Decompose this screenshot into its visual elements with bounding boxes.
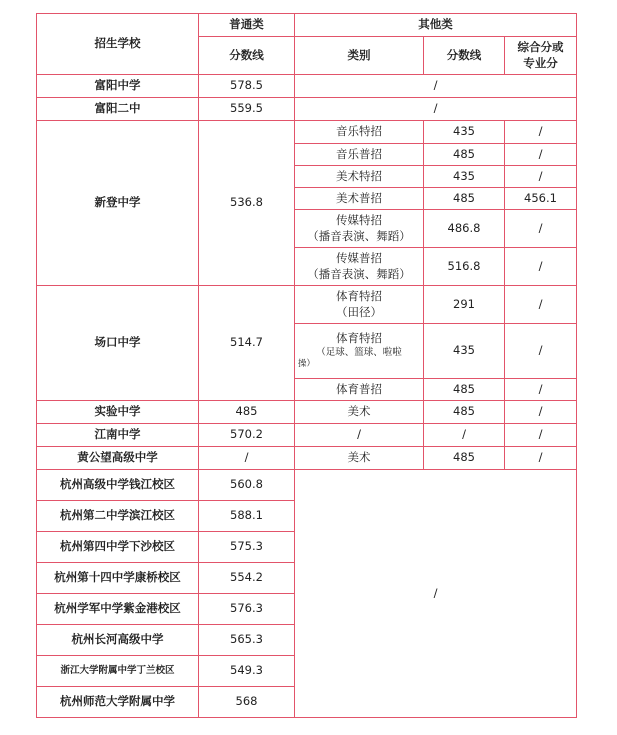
other-empty: / bbox=[295, 75, 577, 98]
category: 体育普招 bbox=[295, 379, 424, 401]
regular-score: 576.3 bbox=[199, 594, 295, 625]
composite-score: / bbox=[505, 324, 577, 379]
other-empty: / bbox=[295, 470, 577, 718]
composite-score: / bbox=[505, 401, 577, 424]
composite-score: / bbox=[505, 447, 577, 470]
composite-score: 456.1 bbox=[505, 188, 577, 210]
school-name: 杭州师范大学附属中学 bbox=[37, 687, 199, 718]
category-line2: （足球、篮球、啦啦 bbox=[316, 346, 402, 358]
other-score: 486.8 bbox=[424, 210, 505, 248]
other-score: 516.8 bbox=[424, 248, 505, 286]
school-name: 江南中学 bbox=[37, 424, 199, 447]
composite-score: / bbox=[505, 166, 577, 188]
other-score: 435 bbox=[424, 121, 505, 144]
school-name: 杭州第四中学下沙校区 bbox=[37, 532, 199, 563]
category: 美术特招 bbox=[295, 166, 424, 188]
composite-score: / bbox=[505, 286, 577, 324]
category-line2: （播音表演、舞蹈） bbox=[307, 228, 411, 243]
category: 美术普招 bbox=[295, 188, 424, 210]
regular-score: 565.3 bbox=[199, 625, 295, 656]
other-score: 435 bbox=[424, 166, 505, 188]
header-regular: 普通类 bbox=[199, 14, 295, 37]
table-row bbox=[37, 447, 577, 470]
composite-score: / bbox=[505, 379, 577, 401]
other-score: 291 bbox=[424, 286, 505, 324]
regular-score: 549.3 bbox=[199, 656, 295, 687]
regular-score: 560.8 bbox=[199, 470, 295, 501]
regular-score: 578.5 bbox=[199, 75, 295, 98]
regular-score: 570.2 bbox=[199, 424, 295, 447]
other-empty: / bbox=[295, 98, 577, 121]
other-score: 485 bbox=[424, 447, 505, 470]
school-name: 浙江大学附属中学丁兰校区 bbox=[37, 656, 199, 687]
category-line1: 传媒普招 bbox=[336, 250, 382, 265]
table-row bbox=[37, 424, 577, 447]
header-school: 招生学校 bbox=[37, 14, 199, 75]
table-row bbox=[37, 98, 577, 121]
header-regular-score: 分数线 bbox=[199, 37, 295, 75]
regular-score: 536.8 bbox=[199, 121, 295, 286]
school-name: 杭州第二中学滨江校区 bbox=[37, 501, 199, 532]
category bbox=[295, 210, 424, 248]
category bbox=[295, 324, 424, 379]
table-row bbox=[37, 121, 577, 144]
school-name: 杭州第十四中学康桥校区 bbox=[37, 563, 199, 594]
regular-score: 554.2 bbox=[199, 563, 295, 594]
category: 音乐特招 bbox=[295, 121, 424, 144]
school-name: 富阳二中 bbox=[37, 98, 199, 121]
category-line1: 体育特招 bbox=[336, 331, 382, 346]
header-composite bbox=[505, 37, 577, 75]
composite-score: / bbox=[505, 144, 577, 166]
other-score: 485 bbox=[424, 188, 505, 210]
other-score: 435 bbox=[424, 324, 505, 379]
school-name: 黄公望高级中学 bbox=[37, 447, 199, 470]
category-line1: 传媒特招 bbox=[336, 212, 382, 227]
composite-score: / bbox=[505, 210, 577, 248]
regular-score: 588.1 bbox=[199, 501, 295, 532]
header-other: 其他类 bbox=[295, 14, 577, 37]
school-name: 新登中学 bbox=[37, 121, 199, 286]
regular-score: / bbox=[199, 447, 295, 470]
regular-score: 559.5 bbox=[199, 98, 295, 121]
composite-score: / bbox=[505, 121, 577, 144]
school-name: 富阳中学 bbox=[37, 75, 199, 98]
category-line2: （田径） bbox=[336, 304, 382, 319]
regular-score: 514.7 bbox=[199, 286, 295, 401]
category-line1: 体育特招 bbox=[336, 288, 382, 303]
composite-score: / bbox=[505, 424, 577, 447]
table-row bbox=[37, 75, 577, 98]
other-score: / bbox=[424, 424, 505, 447]
other-score: 485 bbox=[424, 401, 505, 424]
composite-score: / bbox=[505, 248, 577, 286]
regular-score: 575.3 bbox=[199, 532, 295, 563]
other-score: 485 bbox=[424, 144, 505, 166]
category: 美术 bbox=[295, 447, 424, 470]
regular-score: 485 bbox=[199, 401, 295, 424]
school-name: 实验中学 bbox=[37, 401, 199, 424]
category-line2: （播音表演、舞蹈） bbox=[307, 266, 411, 281]
category: 音乐普招 bbox=[295, 144, 424, 166]
header-composite-line2: 专业分 bbox=[523, 55, 558, 70]
school-name: 杭州高级中学钱江校区 bbox=[37, 470, 199, 501]
category bbox=[295, 248, 424, 286]
school-name: 场口中学 bbox=[37, 286, 199, 401]
table-row bbox=[37, 401, 577, 424]
category: / bbox=[295, 424, 424, 447]
regular-score: 568 bbox=[199, 687, 295, 718]
category bbox=[295, 286, 424, 324]
category-line3: 操） bbox=[298, 359, 316, 370]
table-row bbox=[37, 286, 577, 324]
school-name: 杭州学军中学紫金港校区 bbox=[37, 594, 199, 625]
category: 美术 bbox=[295, 401, 424, 424]
header-composite-line1: 综合分或 bbox=[517, 39, 564, 54]
header-category: 类别 bbox=[295, 37, 424, 75]
school-name: 杭州长河高级中学 bbox=[37, 625, 199, 656]
header-other-score: 分数线 bbox=[424, 37, 505, 75]
other-score: 485 bbox=[424, 379, 505, 401]
admission-score-table bbox=[36, 13, 577, 718]
table-row bbox=[37, 470, 577, 501]
